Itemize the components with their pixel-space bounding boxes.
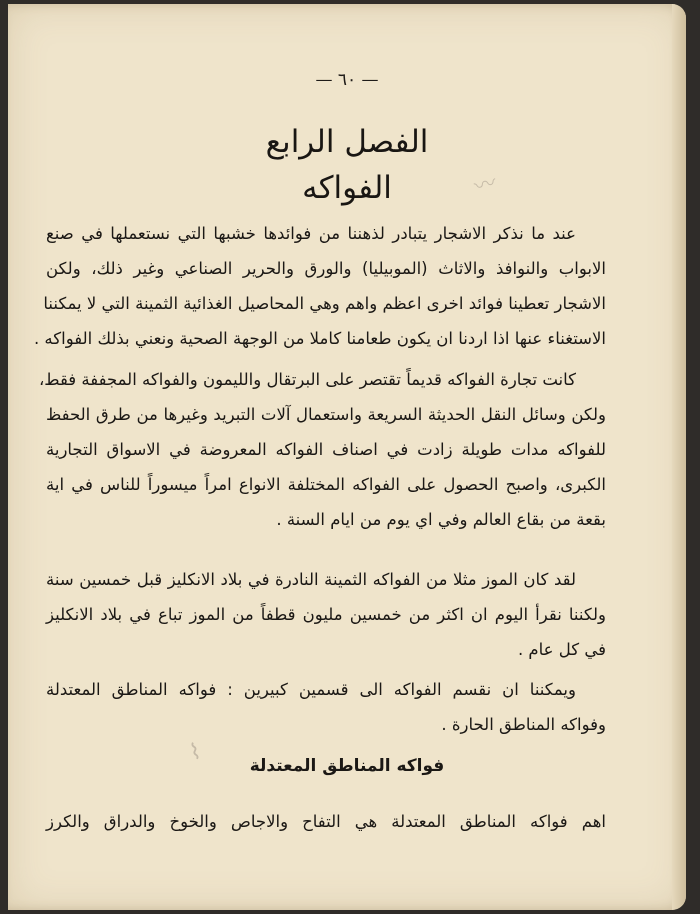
text-line: اهم فواكه المناطق المعتدلة هي التفاح والاجاص والخوخ والدراق والكرز xyxy=(46,812,606,831)
paragraph xyxy=(46,672,606,742)
text-line: للفواكه مدات طويلة زادت في اصناف الفواكه المعروضة في الاسواق التجارية xyxy=(46,440,606,459)
text-line: ولكننا نقرأ اليوم ان اكثر من خمسين مليون قطفاً من الموز تباع في بلاد الانكليز xyxy=(46,605,606,624)
text-line: كانت تجارة الفواكه قديماً تقتصر على البرتقال والليمون والفواكه المجففة فقط، xyxy=(38,370,576,389)
page-number: — ٦٠ — xyxy=(315,70,379,90)
book-page xyxy=(8,4,686,910)
paragraph xyxy=(46,804,606,839)
section-heading: فواكه المناطق المعتدلة xyxy=(249,756,445,776)
text-line: في كل عام . xyxy=(517,640,606,659)
text-line: بقعة من بقاع العالم وفي اي يوم من ايام السنة . xyxy=(276,510,606,529)
paragraph xyxy=(33,216,606,356)
paragraph xyxy=(38,362,606,537)
text-line: الابواب والنوافذ والاثاث (الموبيليا) والورق والحرير الصناعي وغير ذلك، ولكن xyxy=(46,259,606,278)
chapter-subtitle: الفواكه xyxy=(302,170,392,206)
text-line: ويمكننا ان نقسم الفواكه الى قسمين كبيرين : فواكه المناطق المعتدلة xyxy=(46,680,576,699)
chapter-title: الفصل الرابع xyxy=(265,124,429,160)
paragraph xyxy=(46,562,606,667)
pencil-mark: 〰 xyxy=(471,170,500,201)
text-line: الاستغناء عنها اذا اردنا ان يكون طعامنا كاملا من الوجهة الصحية ونعني بذلك الفواكه . xyxy=(33,329,606,348)
text-line: الكبرى، واصبح الحصول على الفواكه المختلفة الانواع امراً ميسوراً للناس في اية xyxy=(46,475,606,494)
text-line: وفواكه المناطق الحارة . xyxy=(441,715,606,734)
text-line: عند ما نذكر الاشجار يتبادر لذهننا من فوائدها خشبها التي نستعملها في صنع xyxy=(46,224,576,243)
text-line: ولكن وسائل النقل الحديثة السريعة واستعمال آلات التبريد وغيرها من طرق الحفظ xyxy=(46,405,606,424)
pencil-mark: ⌇ xyxy=(187,739,204,766)
text-line: الاشجار تعطينا فوائد اخرى اعظم واهم وهي المحاصيل الغذائية الثمينة التي لا يمكننا xyxy=(43,294,606,313)
text-line: لقد كان الموز مثلا من الفواكه الثمينة النادرة في بلاد الانكليز قبل خمسين سنة xyxy=(46,570,576,589)
